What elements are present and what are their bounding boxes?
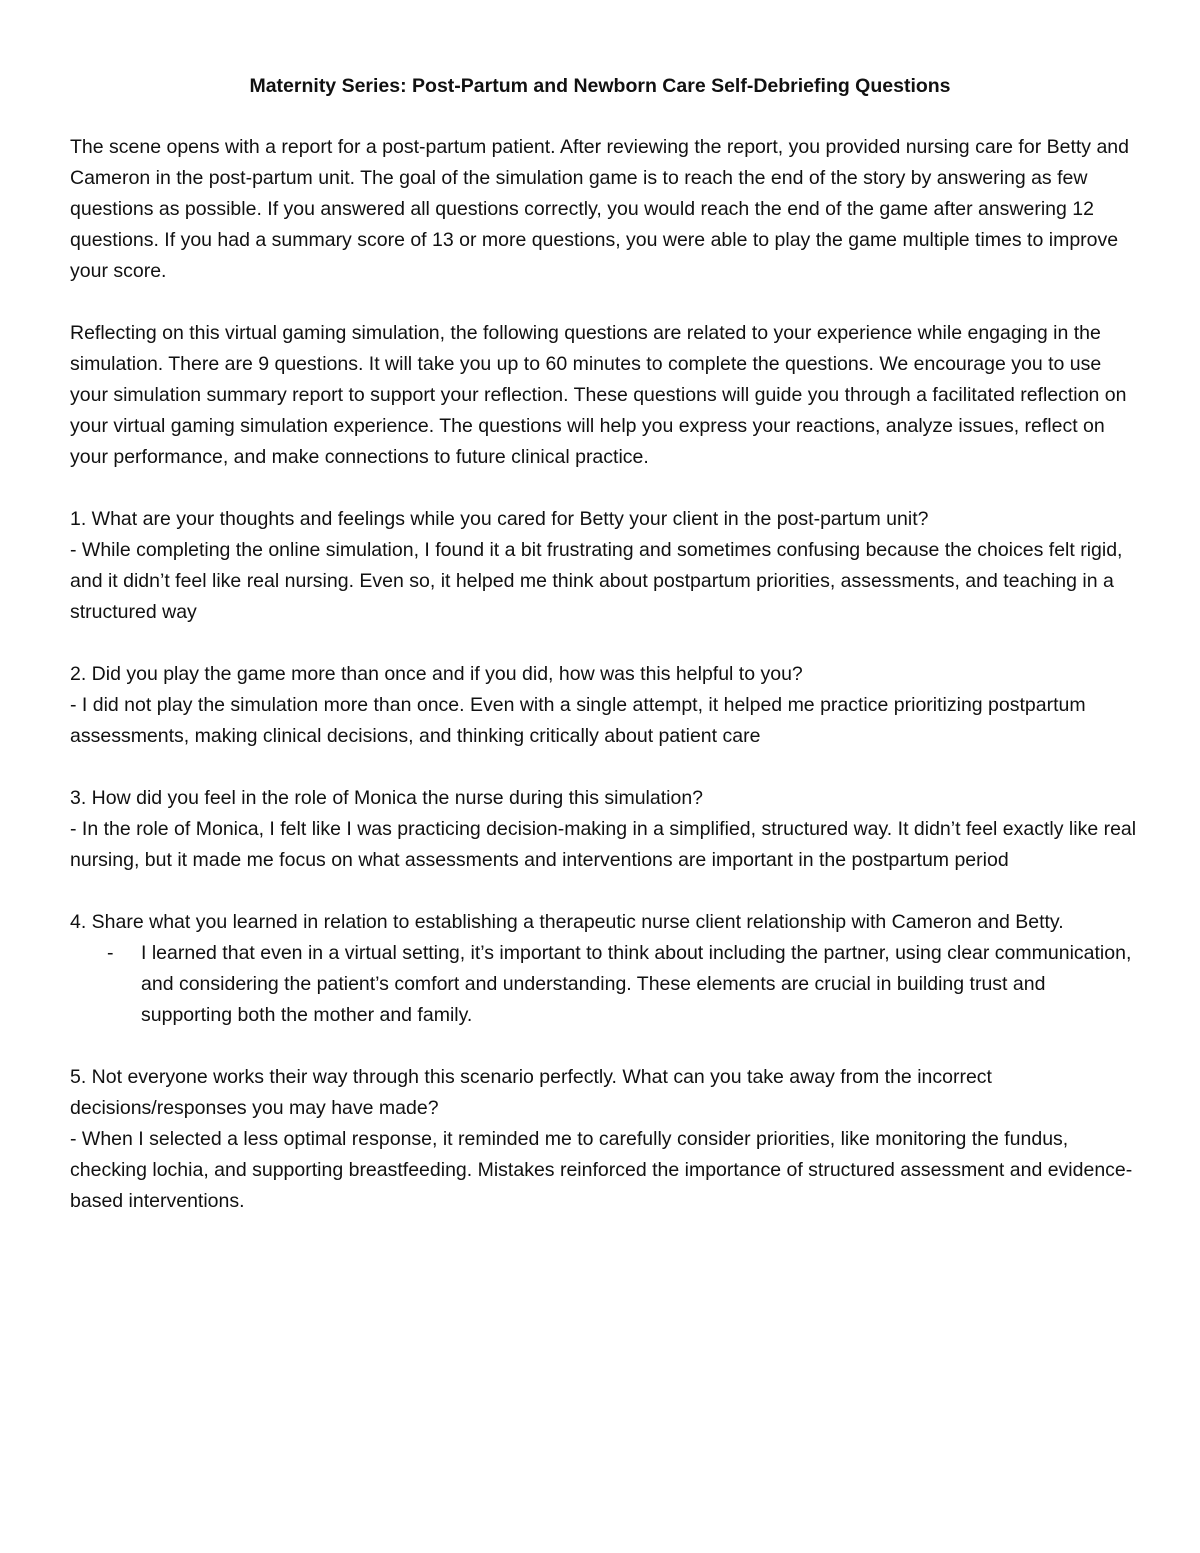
question-text: 5. Not everyone works their way through this scenario perfectly. What can you take away from the incorrect decisions/responses you may have made? xyxy=(70,1066,992,1119)
question-block-3 xyxy=(70,783,1138,876)
intro-paragraph: The scene opens with a report for a post-partum patient. After reviewing the report, you provided nursing care for Betty and Cameron in the post-partum unit. The goal of the simulation game is to reach the end of the story by answering as few questions as possible. If you answered all questions correctly, you would reach the end of the game after answering 12 questions. If you had a summary score of 13 or more questions, you were able to play the game multiple times to improve your score. xyxy=(70,136,1129,282)
question-text: 1. What are your thoughts and feelings while you cared for Betty your client in the post-partum unit? xyxy=(70,508,929,530)
question-block-1 xyxy=(70,504,1138,628)
question-text: 3. How did you feel in the role of Monica the nurse during this simulation? xyxy=(70,787,704,809)
answer-text: - While completing the online simulation, I found it a bit frustrating and sometimes confusing because the choices felt rigid, and it didn’t feel like real nursing. Even so, it helped me think about postpartum priorities, assessments, and teaching in a structured way xyxy=(70,539,1123,623)
answer-text: - When I selected a less optimal response, it reminded me to carefully consider priorities, like monitoring the fundus, checking lochia, and supporting breastfeeding. Mistakes reinforced the importance of structured assessment and evidence-based interventions. xyxy=(70,1128,1133,1212)
question-block-4 xyxy=(70,907,1138,1031)
document-body xyxy=(70,132,1138,1248)
question-text: 2. Did you play the game more than once and if you did, how was this helpful to you? xyxy=(70,663,803,685)
document-title: Maternity Series: Post-Partum and Newborn Care Self-Debriefing Questions xyxy=(249,75,951,97)
question-block-2 xyxy=(70,659,1138,752)
answer-text: - In the role of Monica, I felt like I was practicing decision-making in a simplified, structured way. It didn’t feel exactly like real nursing, but it made me focus on what assessments and interventions are important in the postpartum period xyxy=(70,818,1137,871)
answer-text: I learned that even in a virtual setting, it’s important to think about including the partner, using clear communication, and considering the patient’s comfort and understanding. These elements are crucial in building trust and supporting both the mother and family. xyxy=(141,942,1132,1026)
answer-text: - I did not play the simulation more than once. Even with a single attempt, it helped me practice prioritizing postpartum assessments, making clinical decisions, and thinking critically about patient care xyxy=(70,694,1086,747)
answer-bullet-list xyxy=(70,938,1138,1031)
answer-bullet-item xyxy=(70,938,1138,1031)
instructions-paragraph: Reflecting on this virtual gaming simulation, the following questions are related to your experience while engaging in the simulation. There are 9 questions. It will take you up to 60 minutes to complete the questions. We encourage you to use your simulation summary report to support your reflection. These questions will guide you through a facilitated reflection on your virtual gaming simulation experience. The questions will help you express your reactions, analyze issues, reflect on your performance, and make connections to future clinical practice. xyxy=(70,322,1127,468)
bullet-dash: - xyxy=(107,942,114,964)
question-block-5 xyxy=(70,1062,1138,1217)
question-text: 4. Share what you learned in relation to establishing a therapeutic nurse client relationship with Cameron and Betty. xyxy=(70,911,1064,933)
